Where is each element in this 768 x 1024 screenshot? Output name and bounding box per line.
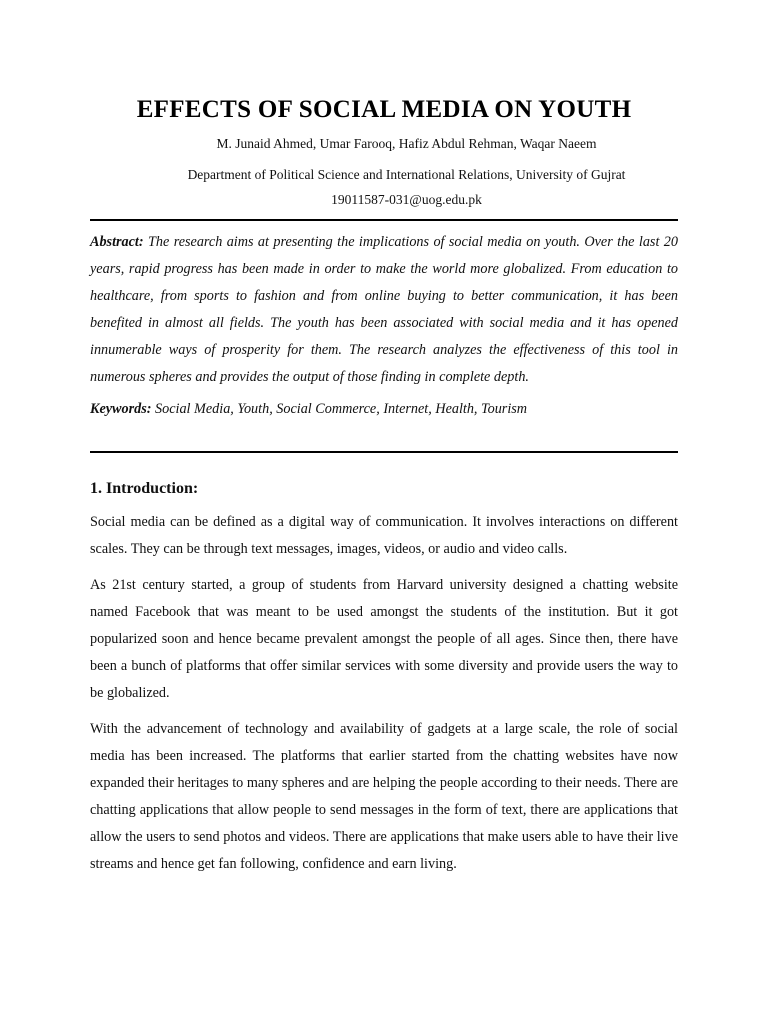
bottom-divider xyxy=(90,451,678,453)
section-heading-introduction: 1. Introduction: xyxy=(90,480,199,497)
body-paragraph: Social media can be defined as a digital way of communication. It involves interactions on different scales. They can be through text messages, images, videos, or audio and video calls. xyxy=(90,514,678,557)
keywords-text: Social Media, Youth, Social Commerce, Internet, Health, Tourism xyxy=(151,401,528,417)
top-divider xyxy=(90,219,678,221)
contact-email: 19011587-031@uog.edu.pk xyxy=(331,192,482,207)
keywords-label: Keywords: xyxy=(90,401,152,417)
paper-title: EFFECTS OF SOCIAL MEDIA ON YOUTH xyxy=(136,96,632,123)
author-list: M. Junaid Ahmed, Umar Farooq, Hafiz Abdul Rehman, Waqar Naeem xyxy=(216,136,597,151)
body-paragraph: As 21st century started, a group of students from Harvard university designed a chatting website named Facebook that was meant to be used amongst the students of the institution. But it got popularized soon and hence became prevalent amongst the people of all ages. Since then, there have been a bunch of platforms that offer similar services with some diversity and provide users the way to be globalized. xyxy=(90,577,678,701)
affiliation: Department of Political Science and International Relations, University of Gujrat xyxy=(187,167,626,182)
abstract-text: The research aims at presenting the implications of social media on youth. Over the last 20 years, rapid progress has been made in order to make the world more globalized. From education to healthcare, from sports to fashion and from online buying to better communication, it has been benefited in almost all fields. The youth has been associated with social media and it has opened innumerable ways of prosperity for them. The research analyzes the effectiveness of this tool in numerous spheres and provides the output of those finding in complete depth. xyxy=(90,234,678,385)
keywords xyxy=(90,399,678,419)
abstract xyxy=(90,229,678,391)
abstract-label: Abstract: xyxy=(90,234,144,250)
body-paragraph: With the advancement of technology and availability of gadgets at a large scale, the role of social media has been increased. The platforms that earlier started from the chatting websites have now expanded their heritages to many spheres and are helping the people according to their needs. There are chatting applications that allow people to send messages in the form of text, there are applications that allow the users to send photos and videos. There are applications that make users able to have their live streams and hence get fan following, confidence and earn living. xyxy=(90,721,678,872)
